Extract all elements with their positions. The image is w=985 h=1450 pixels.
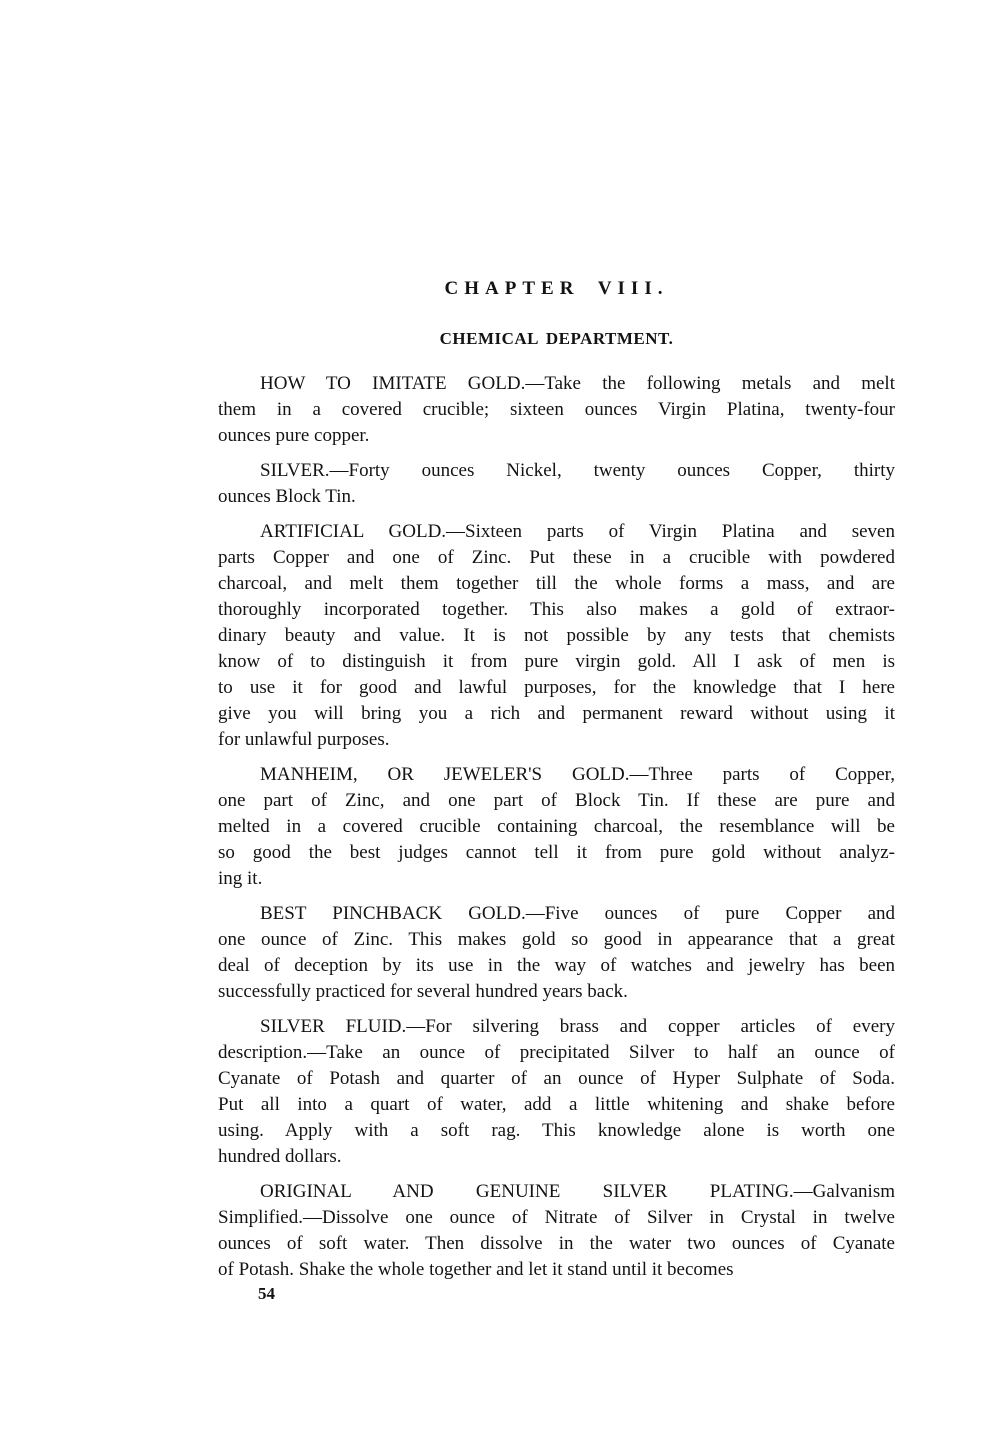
text-line: ARTIFICIAL GOLD.—Sixteen parts of Virgin Platina and seven (260, 521, 895, 542)
text-line: know of to distinguish it from pure virgin gold. All I ask of men is (218, 651, 895, 672)
paragraph (218, 458, 895, 510)
text-line: deal of deception by its use in the way of watches and jewelry has been (218, 955, 895, 976)
text-line: one part of Zinc, and one part of Block Tin. If these are pure and (218, 790, 895, 811)
text-line: ORIGINAL AND GENUINE SILVER PLATING.—Galvanism (260, 1181, 895, 1202)
text-line: of Potash. Shake the whole together and let it stand until it becomes (218, 1259, 734, 1280)
text-line: to use it for good and lawful purposes, for the knowledge that I here (218, 677, 895, 698)
text-line: successfully practiced for several hundred years back. (218, 981, 628, 1002)
text-line: thoroughly incorporated together. This also makes a gold of extraor- (218, 599, 895, 620)
text-line: ounces of soft water. Then dissolve in the water two ounces of Cyanate (218, 1233, 895, 1254)
section-heading: CHEMICAL DEPARTMENT. (439, 329, 674, 348)
text-line: BEST PINCHBACK GOLD.—Five ounces of pure Copper and (260, 903, 895, 924)
text-line: description.—Take an ounce of precipitated Silver to half an ounce of (218, 1042, 895, 1063)
text-line: parts Copper and one of Zinc. Put these in a crucible with powdered (218, 547, 895, 568)
text-line: them in a covered crucible; sixteen ounces Virgin Platina, twenty-four (218, 399, 895, 420)
text-line: ing it. (218, 868, 263, 889)
text-line: SILVER.—Forty ounces Nickel, twenty ounces Copper, thirty (260, 460, 895, 481)
text-line: Cyanate of Potash and quarter of an ounce of Hyper Sulphate of Soda. (218, 1068, 895, 1089)
text-line: give you will bring you a rich and permanent reward without using it (218, 703, 895, 724)
text-line: HOW TO IMITATE GOLD.—Take the following metals and melt (260, 373, 895, 394)
text-line: ounces pure copper. (218, 425, 370, 446)
text-line: MANHEIM, OR JEWELER'S GOLD.—Three parts of Copper, (260, 764, 895, 785)
chapter-heading: CHAPTER VIII. (444, 278, 669, 299)
text-line: hundred dollars. (218, 1146, 342, 1167)
page-number: 54 (258, 1284, 275, 1303)
paragraph (218, 519, 895, 753)
paragraph (218, 371, 895, 449)
text-line: ounces Block Tin. (218, 486, 356, 507)
paragraph (218, 1014, 895, 1170)
paragraph (218, 901, 895, 1005)
text-line: melted in a covered crucible containing charcoal, the resemblance will be (218, 816, 895, 837)
text-line: so good the best judges cannot tell it from pure gold without analyz- (218, 842, 895, 863)
page-content (218, 371, 895, 1292)
paragraph (218, 1179, 895, 1283)
text-line: using. Apply with a soft rag. This knowledge alone is worth one (218, 1120, 895, 1141)
text-line: charcoal, and melt them together till the whole forms a mass, and are (218, 573, 895, 594)
text-line: dinary beauty and value. It is not possible by any tests that chemists (218, 625, 895, 646)
text-line: for unlawful purposes. (218, 729, 390, 750)
text-line: SILVER FLUID.—For silvering brass and copper articles of every (260, 1016, 895, 1037)
text-line: Simplified.—Dissolve one ounce of Nitrate of Silver in Crystal in twelve (218, 1207, 895, 1228)
text-line: Put all into a quart of water, add a little whitening and shake before (218, 1094, 895, 1115)
text-line: one ounce of Zinc. This makes gold so good in appearance that a great (218, 929, 895, 950)
paragraph (218, 762, 895, 892)
